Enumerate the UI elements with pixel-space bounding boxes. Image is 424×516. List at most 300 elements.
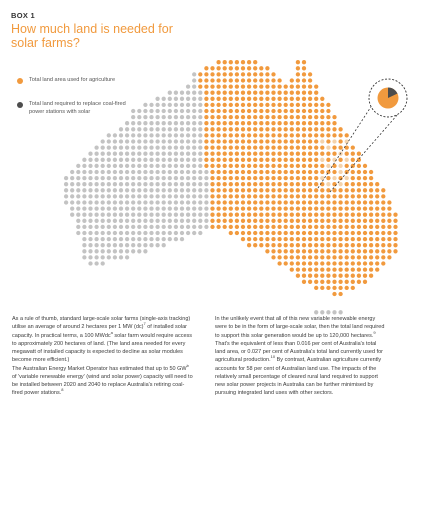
map-dot <box>290 267 294 271</box>
map-dot <box>259 200 263 204</box>
map-dot <box>308 121 312 125</box>
map-dot <box>277 158 281 162</box>
map-dot <box>174 170 178 174</box>
map-dot <box>101 200 105 204</box>
map-dot <box>101 243 105 247</box>
map-dot <box>162 200 166 204</box>
map-dot <box>332 255 336 259</box>
map-dot <box>314 261 318 265</box>
map-dot <box>229 115 233 119</box>
map-dot <box>131 237 135 241</box>
map-dot <box>107 164 111 168</box>
map-dot <box>149 243 153 247</box>
map-dot <box>345 249 349 253</box>
map-dot <box>265 127 269 131</box>
map-dot <box>174 237 178 241</box>
map-dot <box>113 176 117 180</box>
map-dot <box>235 164 239 168</box>
map-dot <box>229 72 233 76</box>
map-dot <box>259 84 263 88</box>
map-dot <box>204 225 208 229</box>
map-dot <box>338 249 342 253</box>
map-dot <box>143 188 147 192</box>
map-dot <box>302 194 306 198</box>
map-dot <box>259 219 263 223</box>
map-dot <box>125 231 129 235</box>
map-dot <box>284 182 288 186</box>
map-dot <box>216 121 220 125</box>
map-dot <box>265 182 269 186</box>
map-dot <box>271 127 275 131</box>
map-dot <box>284 255 288 259</box>
map-dot <box>88 182 92 186</box>
map-dot <box>241 72 245 76</box>
map-dot <box>241 182 245 186</box>
map-dot <box>320 237 324 241</box>
map-dot <box>192 158 196 162</box>
map-dot <box>302 78 306 82</box>
map-dot <box>369 255 373 259</box>
map-dot <box>326 152 330 156</box>
map-dot <box>119 127 123 131</box>
map-dot <box>241 194 245 198</box>
map-dot <box>332 243 336 247</box>
map-dot <box>119 182 123 186</box>
map-dot <box>363 219 367 223</box>
map-dot <box>113 145 117 149</box>
map-dot <box>143 158 147 162</box>
map-dot <box>174 176 178 180</box>
map-dot <box>302 206 306 210</box>
map-dot <box>277 225 281 229</box>
map-dot <box>143 231 147 235</box>
map-dot <box>101 158 105 162</box>
map-dot <box>320 109 324 113</box>
map-dot <box>247 97 251 101</box>
map-dot <box>125 139 129 143</box>
map-dot <box>107 200 111 204</box>
map-dot <box>332 121 336 125</box>
map-dot <box>186 158 190 162</box>
map-dot <box>290 164 294 168</box>
map-dot <box>168 237 172 241</box>
map-dot <box>204 213 208 217</box>
map-dot <box>198 188 202 192</box>
map-dot <box>308 97 312 101</box>
map-dot <box>265 219 269 223</box>
map-dot <box>229 145 233 149</box>
map-dot <box>302 109 306 113</box>
map-dot <box>94 176 98 180</box>
map-dot <box>277 188 281 192</box>
map-dot <box>76 200 80 204</box>
map-dot <box>320 103 324 107</box>
map-dot <box>265 121 269 125</box>
map-dot <box>143 182 147 186</box>
map-dot <box>88 176 92 180</box>
map-dot <box>308 78 312 82</box>
map-dot <box>302 158 306 162</box>
map-dot <box>162 170 166 174</box>
map-dot <box>241 200 245 204</box>
map-dot <box>284 103 288 107</box>
map-dot <box>393 231 397 235</box>
map-dot <box>296 237 300 241</box>
map-dot <box>284 91 288 95</box>
map-dot <box>357 188 361 192</box>
map-dot <box>107 145 111 149</box>
map-dot <box>308 91 312 95</box>
map-dot <box>277 133 281 137</box>
map-dot <box>338 133 342 137</box>
map-dot <box>192 225 196 229</box>
map-dot <box>277 176 281 180</box>
map-dot <box>247 225 251 229</box>
map-dot <box>162 194 166 198</box>
map-dot <box>137 206 141 210</box>
map-dot <box>223 84 227 88</box>
map-dot <box>186 170 190 174</box>
map-dot <box>320 97 324 101</box>
map-dot <box>387 243 391 247</box>
map-dot <box>259 66 263 70</box>
map-dot <box>149 188 153 192</box>
map-dot <box>180 97 184 101</box>
map-dot <box>223 188 227 192</box>
map-dot <box>94 237 98 241</box>
map-dot <box>253 152 257 156</box>
map-dot <box>271 145 275 149</box>
map-dot <box>351 261 355 265</box>
map-dot <box>168 103 172 107</box>
map-dot <box>326 206 330 210</box>
map-dot <box>149 200 153 204</box>
map-dot <box>101 249 105 253</box>
map-dot <box>265 97 269 101</box>
map-dot <box>131 176 135 180</box>
map-dot <box>253 60 257 64</box>
map-dot <box>345 237 349 241</box>
map-dot <box>125 176 129 180</box>
map-dot <box>223 97 227 101</box>
map-dot <box>290 103 294 107</box>
map-dot <box>223 200 227 204</box>
map-dot <box>107 255 111 259</box>
map-dot <box>107 176 111 180</box>
map-dot <box>271 139 275 143</box>
map-dot <box>137 139 141 143</box>
map-dot <box>302 261 306 265</box>
map-dot <box>302 213 306 217</box>
paragraph: The Australian Energy Market Operator has estimated that up to 50 $GW^b$ of 'variable renewable energy' (wind and solar power) capacity will need to be installed between 2020 and 2040 to replace Australia's retiring coal-fired power stations.$^8$ <box>12 362 193 397</box>
map-dot <box>271 206 275 210</box>
map-dot <box>308 188 312 192</box>
map-dot <box>76 219 80 223</box>
map-dot <box>332 274 336 278</box>
map-dot <box>314 286 318 290</box>
map-dot <box>107 139 111 143</box>
map-dot <box>351 158 355 162</box>
map-dot <box>332 310 336 314</box>
map-dot <box>131 121 135 125</box>
map-dot <box>302 60 306 64</box>
map-dot <box>357 274 361 278</box>
map-dot <box>271 97 275 101</box>
map-dot <box>241 213 245 217</box>
map-dot <box>162 237 166 241</box>
map-dot <box>143 249 147 253</box>
map-dot <box>174 219 178 223</box>
map-dot <box>223 127 227 131</box>
map-dot <box>155 206 159 210</box>
map-dot <box>259 225 263 229</box>
map-dot <box>247 121 251 125</box>
map-dot <box>241 231 245 235</box>
map-dot <box>351 249 355 253</box>
map-dot <box>314 115 318 119</box>
map-dot <box>76 231 80 235</box>
map-dot <box>107 206 111 210</box>
map-dot <box>296 243 300 247</box>
map-dot <box>277 200 281 204</box>
map-dot <box>253 164 257 168</box>
map-dot <box>338 292 342 296</box>
map-dot <box>247 115 251 119</box>
map-dot <box>320 115 324 119</box>
map-dot <box>308 200 312 204</box>
map-dot <box>125 219 129 223</box>
map-dot <box>192 200 196 204</box>
map-dot <box>302 103 306 107</box>
map-dot <box>363 280 367 284</box>
map-dot <box>198 127 202 131</box>
map-dot <box>119 194 123 198</box>
map-dot <box>393 249 397 253</box>
map-dot <box>247 182 251 186</box>
map-dot <box>296 231 300 235</box>
map-dot <box>345 286 349 290</box>
map-dot <box>198 145 202 149</box>
map-dot <box>302 274 306 278</box>
map-dot <box>253 121 257 125</box>
map-dot <box>94 213 98 217</box>
map-dot <box>259 164 263 168</box>
map-dot <box>302 249 306 253</box>
map-dot <box>76 164 80 168</box>
map-dot <box>259 176 263 180</box>
map-dot <box>186 206 190 210</box>
map-dot <box>223 133 227 137</box>
map-dot <box>229 225 233 229</box>
map-dot <box>381 255 385 259</box>
map-dot <box>351 176 355 180</box>
map-dot <box>277 78 281 82</box>
map-dot <box>314 231 318 235</box>
map-dot <box>247 176 251 180</box>
map-dot <box>235 66 239 70</box>
map-dot <box>253 231 257 235</box>
map-dot <box>119 225 123 229</box>
map-dot <box>155 145 159 149</box>
map-dot <box>296 66 300 70</box>
map-dot <box>143 152 147 156</box>
map-dot <box>259 231 263 235</box>
map-dot <box>241 158 245 162</box>
map-dot <box>265 213 269 217</box>
map-dot <box>94 249 98 253</box>
map-dot <box>290 243 294 247</box>
map-dot <box>210 213 214 217</box>
map-dot <box>296 152 300 156</box>
map-dot <box>192 219 196 223</box>
map-dot <box>320 158 324 162</box>
map-dot <box>149 109 153 113</box>
map-dot <box>162 133 166 137</box>
map-dot <box>113 255 117 259</box>
map-dot <box>180 158 184 162</box>
map-dot <box>351 145 355 149</box>
map-dot <box>271 182 275 186</box>
map-dot <box>143 121 147 125</box>
map-dot <box>168 231 172 235</box>
map-dot <box>204 72 208 76</box>
map-dot <box>345 164 349 168</box>
map-dot <box>216 152 220 156</box>
map-dot <box>363 255 367 259</box>
map-dot <box>180 206 184 210</box>
map-dot <box>143 237 147 241</box>
map-dot <box>332 286 336 290</box>
map-dot <box>253 188 257 192</box>
map-dot <box>314 127 318 131</box>
map-dot <box>277 255 281 259</box>
map-dot <box>204 200 208 204</box>
map-dot <box>174 213 178 217</box>
map-dot <box>351 194 355 198</box>
map-dot <box>345 231 349 235</box>
map-dot <box>229 188 233 192</box>
map-dot <box>369 213 373 217</box>
map-dot <box>332 237 336 241</box>
map-dot <box>155 231 159 235</box>
map-dot <box>94 219 98 223</box>
map-dot <box>162 145 166 149</box>
map-dot <box>314 133 318 137</box>
map-dot <box>94 164 98 168</box>
map-dot <box>265 145 269 149</box>
map-dot <box>235 213 239 217</box>
map-dot <box>180 170 184 174</box>
map-dot <box>296 158 300 162</box>
map-dot <box>277 84 281 88</box>
map-dot <box>113 237 117 241</box>
map-dot <box>137 243 141 247</box>
map-dot <box>186 139 190 143</box>
map-dot <box>308 152 312 156</box>
map-dot <box>101 206 105 210</box>
map-dot <box>113 243 117 247</box>
map-dot <box>149 231 153 235</box>
map-dot <box>88 194 92 198</box>
map-dot <box>131 115 135 119</box>
map-dot <box>259 188 263 192</box>
map-dot <box>119 133 123 137</box>
map-dot <box>314 267 318 271</box>
map-dot <box>271 225 275 229</box>
map-dot <box>216 84 220 88</box>
map-dot <box>155 237 159 241</box>
map-dot <box>351 182 355 186</box>
map-dot <box>125 194 129 198</box>
map-dot <box>302 133 306 137</box>
map-dot <box>265 78 269 82</box>
map-dot <box>290 97 294 101</box>
map-dot <box>192 139 196 143</box>
map-dot <box>229 194 233 198</box>
map-dot <box>296 109 300 113</box>
map-dot <box>162 176 166 180</box>
map-dot <box>113 231 117 235</box>
map-dot <box>351 170 355 174</box>
map-dot <box>247 194 251 198</box>
map-dot <box>290 261 294 265</box>
map-dot <box>198 78 202 82</box>
map-dot <box>393 219 397 223</box>
map-dot <box>131 127 135 131</box>
map-dot <box>64 182 68 186</box>
map-dot <box>235 170 239 174</box>
map-dot <box>247 84 251 88</box>
map-dot <box>302 231 306 235</box>
map-dot <box>253 66 257 70</box>
map-dot <box>326 103 330 107</box>
map-dot <box>192 152 196 156</box>
legend-label: Total land area used for agriculture <box>29 77 116 83</box>
map-dot <box>76 213 80 217</box>
map-dot <box>131 152 135 156</box>
map-dot <box>314 243 318 247</box>
map-dot <box>290 219 294 223</box>
map-dot <box>271 176 275 180</box>
map-dot <box>186 219 190 223</box>
map-dot <box>229 219 233 223</box>
map-dot <box>125 237 129 241</box>
map-dot <box>76 194 80 198</box>
map-dot <box>223 72 227 76</box>
map-dot <box>88 158 92 162</box>
map-dot <box>338 274 342 278</box>
map-dot <box>284 225 288 229</box>
map-dot <box>332 170 336 174</box>
map-dot <box>216 72 220 76</box>
map-dot <box>223 60 227 64</box>
map-dot <box>180 225 184 229</box>
map-dot <box>119 213 123 217</box>
map-dot <box>186 152 190 156</box>
map-dot <box>253 237 257 241</box>
map-dot <box>314 200 318 204</box>
map-dot <box>143 194 147 198</box>
map-dot <box>284 158 288 162</box>
map-dot <box>119 231 123 235</box>
map-dot <box>168 121 172 125</box>
map-dot <box>338 139 342 143</box>
map-dot <box>137 176 141 180</box>
map-dot <box>259 237 263 241</box>
map-dot <box>357 243 361 247</box>
map-dot <box>88 225 92 229</box>
map-dot <box>229 139 233 143</box>
